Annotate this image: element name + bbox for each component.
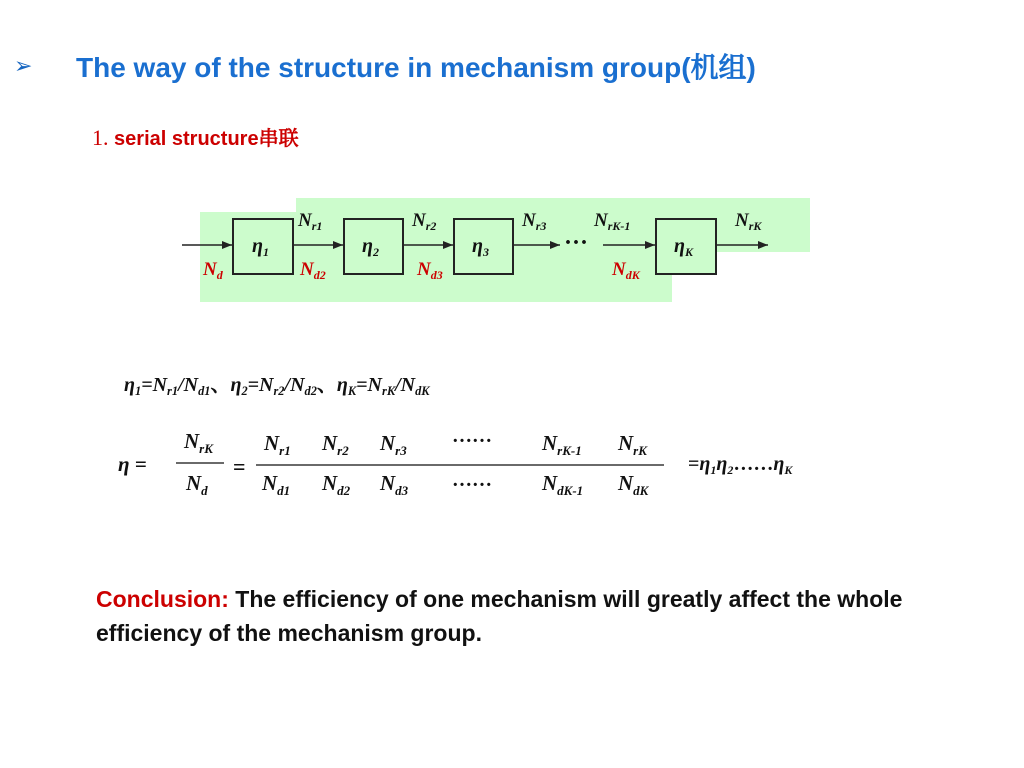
den-nd3: $N_{d3}$ (380, 471, 409, 498)
subtitle-number: 1. (92, 125, 109, 150)
conclusion-text: The efficiency of one mechanism will greatly affect the whole efficiency of the mechanism group. (96, 586, 903, 646)
label-nr3: $N_{r3}$ (522, 210, 547, 233)
equals-sign: = (233, 454, 246, 479)
den-nd2: $N_{d2}$ (322, 471, 351, 498)
num-nrk-1: $N_{rK-1}$ (542, 431, 582, 458)
frac-num-nrk: $N_{rK}$ (184, 429, 213, 456)
den-nd1: $N_{d1}$ (262, 471, 291, 498)
stage-eta-k: $\eta_K$ (674, 235, 693, 259)
frac-den-nd: $N_d$ (186, 471, 208, 498)
product-result: $=\eta_1\eta_2\dots\dots\eta_K$ (688, 453, 793, 477)
subtitle-text: serial structure串联 (108, 128, 299, 150)
stage-eta-1: $\eta_1$ (252, 235, 269, 259)
den-ndk: $N_{dK}$ (618, 471, 649, 498)
num-nr2: $N_{r2}$ (322, 431, 349, 458)
den-ndk-1: $N_{dK-1}$ (542, 471, 584, 498)
label-nrk-1: $N_{rK-1}$ (594, 210, 631, 233)
num-nr3: $N_{r3}$ (380, 431, 407, 458)
conclusion-paragraph (96, 582, 916, 650)
slide-title: The way of the structure in mechanism group(机组) (76, 52, 756, 83)
diagram-ellipsis: ··· (564, 230, 589, 256)
num-nrk: $N_{rK}$ (618, 431, 647, 458)
stage-efficiency-equation: $\eta_1=N_{r1}/N_{d1}$、$\eta_2=N_{r2}/N_{d2}$、$\eta_K=N_{rK}/N_{dK}$ (124, 374, 430, 398)
stage-eta-2: $\eta_2$ (362, 235, 379, 259)
label-ndk: $N_{dK}$ (612, 259, 640, 282)
label-nr2: $N_{r2}$ (412, 210, 437, 233)
label-nd2: $N_{d2}$ (300, 259, 326, 282)
num-ellipsis: …… (452, 425, 492, 447)
conclusion-label: Conclusion: (96, 586, 229, 612)
eta-lhs: η = (118, 452, 147, 476)
den-ellipsis: …… (452, 469, 492, 491)
stage-eta-3: $\eta_3$ (472, 235, 489, 259)
label-nd3: $N_{d3}$ (417, 259, 443, 282)
label-nrk: $N_{rK}$ (735, 210, 762, 233)
num-nr1: $N_{r1}$ (264, 431, 291, 458)
label-nr1: $N_{r1}$ (298, 210, 323, 233)
label-nd: $N_d$ (203, 259, 223, 282)
bullet-arrow-icon: ➢ (14, 53, 33, 78)
